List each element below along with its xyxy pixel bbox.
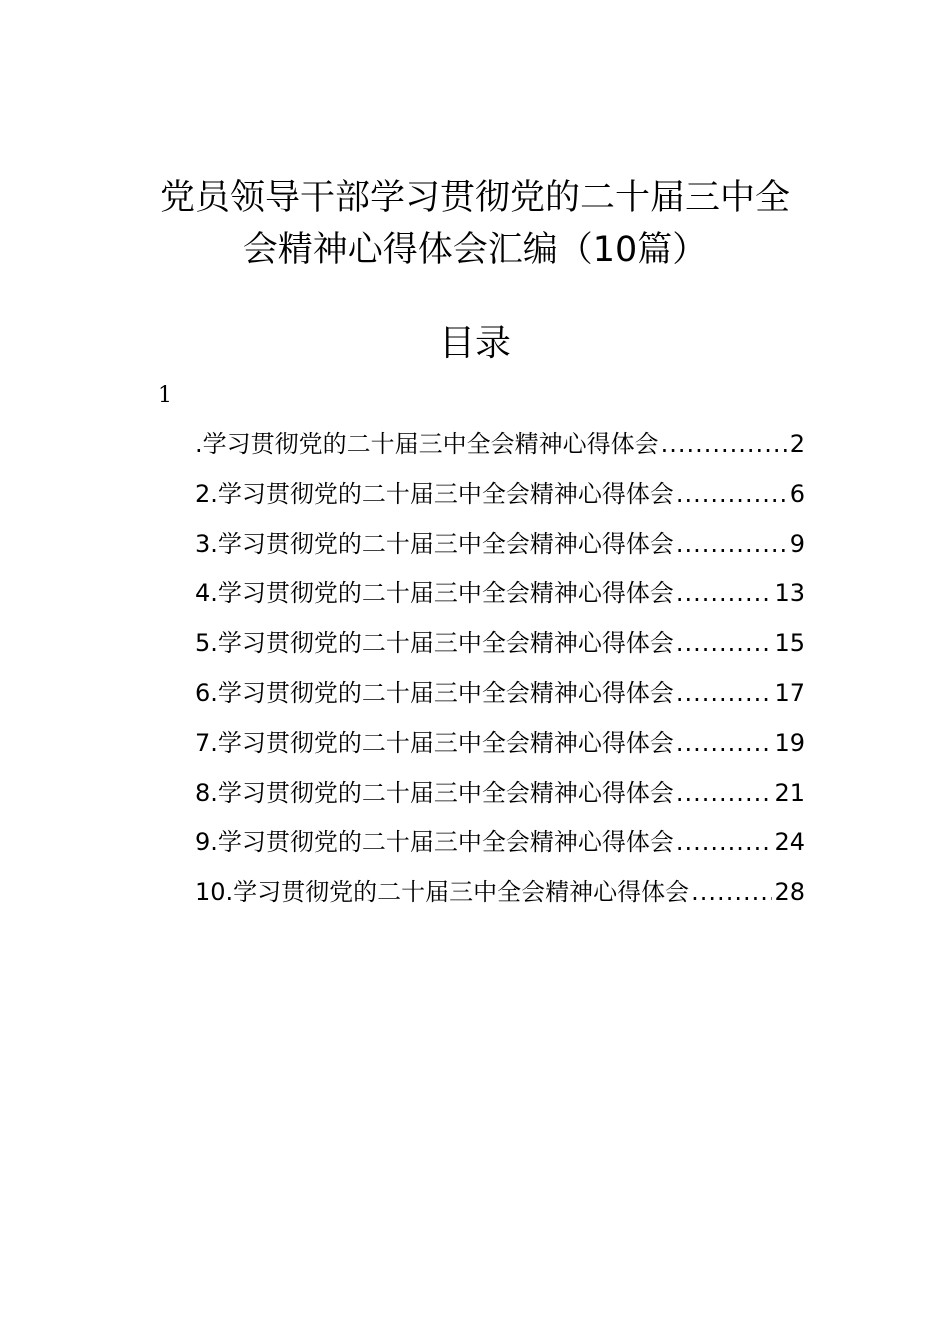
toc-entry-page: 19 <box>774 728 805 757</box>
toc-entry-label: 4.学习贯彻党的二十届三中全会精神心得体会 <box>195 579 674 608</box>
toc-heading: 目录 <box>438 323 511 364</box>
toc-entry-1[interactable] <box>195 420 805 470</box>
document-title <box>100 172 850 276</box>
toc-dot-leader <box>676 520 788 570</box>
toc-entry-page: 15 <box>774 629 805 658</box>
toc-entry-page: 13 <box>774 579 805 608</box>
toc-entry-page: 6 <box>789 479 805 508</box>
toc-entry-page: 24 <box>774 828 805 857</box>
toc-dot-leader <box>676 669 773 719</box>
toc-dot-leader <box>676 619 773 669</box>
toc-entry-page: 17 <box>774 678 805 707</box>
table-of-contents <box>195 420 805 918</box>
toc-dot-leader <box>676 769 773 819</box>
toc-entry-page: 9 <box>789 529 805 558</box>
toc-dot-leader <box>676 719 773 769</box>
toc-entry-label: 7.学习贯彻党的二十届三中全会精神心得体会 <box>195 728 674 757</box>
toc-entry-label: 8.学习贯彻党的二十届三中全会精神心得体会 <box>195 778 674 807</box>
toc-entry-label: .学习贯彻党的二十届三中全会精神心得体会 <box>195 430 659 458</box>
toc-entry-5[interactable] <box>195 619 805 669</box>
toc-entry-4[interactable] <box>195 569 805 619</box>
toc-entry-page: 28 <box>774 878 805 907</box>
toc-entry-label: 6.学习贯彻党的二十届三中全会精神心得体会 <box>195 678 674 707</box>
toc-entry-6[interactable] <box>195 669 805 719</box>
toc-dot-leader <box>676 470 788 520</box>
toc-entry-8[interactable] <box>195 769 805 819</box>
toc-entry-label: 3.学习贯彻党的二十届三中全会精神心得体会 <box>195 529 674 558</box>
toc-entry-2[interactable] <box>195 470 805 520</box>
toc-dot-leader <box>691 868 772 918</box>
toc-entry-7[interactable] <box>195 719 805 769</box>
toc-entry-label: 5.学习贯彻党的二十届三中全会精神心得体会 <box>195 629 674 658</box>
stray-number: 1 <box>158 383 172 408</box>
toc-entry-page: 21 <box>774 778 805 807</box>
document-title-line-2: 会精神心得体会汇编（10篇） <box>242 230 708 270</box>
toc-dot-leader <box>676 818 773 868</box>
document-title-line-1: 党员领导干部学习贯彻党的二十届三中全 <box>159 178 790 218</box>
toc-dot-leader <box>661 420 788 470</box>
toc-entry-label: 9.学习贯彻党的二十届三中全会精神心得体会 <box>195 828 674 857</box>
toc-entry-label: 10.学习贯彻党的二十届三中全会精神心得体会 <box>195 878 690 907</box>
toc-entry-page: 2 <box>789 430 805 458</box>
toc-entry-label: 2.学习贯彻党的二十届三中全会精神心得体会 <box>195 479 674 508</box>
toc-entry-9[interactable] <box>195 818 805 868</box>
toc-entry-10[interactable] <box>195 868 805 918</box>
toc-entry-3[interactable] <box>195 520 805 570</box>
toc-dot-leader <box>676 569 773 619</box>
